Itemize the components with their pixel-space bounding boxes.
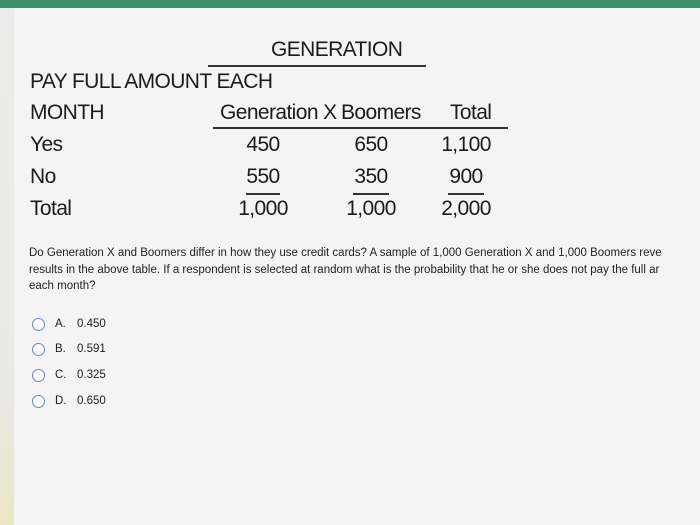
option-b[interactable]	[32, 341, 106, 357]
question-line: Do Generation X and Boomers differ in how they use credit cards? A sample of 1,000 Generation X and 1,000 Boomers reve	[29, 247, 662, 259]
top-color-bar	[0, 0, 700, 8]
option-a[interactable]	[32, 316, 106, 332]
option-letter: A.	[55, 318, 66, 330]
generation-underline	[208, 65, 426, 67]
sum-line-genx	[246, 193, 280, 195]
question-line: each month?	[29, 280, 96, 292]
option-value: 0.450	[77, 318, 106, 330]
option-d[interactable]	[32, 393, 106, 409]
col-header-boomers: Boomers	[341, 101, 421, 124]
row-header-line1: PAY FULL AMOUNT EACH	[30, 70, 273, 93]
col-header-total: Total	[450, 101, 492, 124]
cell-total-genx: 1,000	[238, 197, 288, 220]
col-header-generation-x: Generation X	[220, 101, 337, 124]
option-letter: B.	[55, 343, 66, 355]
option-letter: D.	[55, 395, 67, 407]
cell-no-genx: 550	[246, 165, 280, 188]
left-edge-strip	[0, 8, 14, 525]
generation-header: GENERATION	[271, 38, 403, 61]
sum-line-boomers	[353, 193, 389, 195]
radio-button-icon[interactable]	[32, 369, 45, 382]
row-label-total: Total	[30, 197, 72, 220]
cell-yes-boomers: 650	[354, 133, 388, 156]
row-label-yes: Yes	[30, 133, 63, 156]
sum-line-total	[448, 193, 484, 195]
radio-button-icon[interactable]	[32, 395, 45, 408]
row-header-line2: MONTH	[30, 101, 104, 124]
cell-no-total: 900	[449, 165, 483, 188]
option-value: 0.591	[77, 343, 106, 355]
header-underline	[213, 127, 508, 129]
option-letter: C.	[55, 369, 67, 381]
row-label-no: No	[30, 165, 56, 188]
cell-total-boomers: 1,000	[346, 197, 396, 220]
cell-total-total: 2,000	[441, 197, 491, 220]
cell-yes-genx: 450	[246, 133, 280, 156]
cell-no-boomers: 350	[354, 165, 388, 188]
radio-button-icon[interactable]	[32, 343, 45, 356]
option-value: 0.325	[77, 369, 106, 381]
question-text	[29, 245, 700, 295]
cell-yes-total: 1,100	[441, 133, 491, 156]
option-value: 0.650	[77, 395, 106, 407]
radio-button-icon[interactable]	[32, 318, 45, 331]
question-line: results in the above table. If a respondent is selected at random what is the probability that he or she does not pay the full ar	[29, 263, 660, 276]
option-c[interactable]	[32, 367, 106, 383]
